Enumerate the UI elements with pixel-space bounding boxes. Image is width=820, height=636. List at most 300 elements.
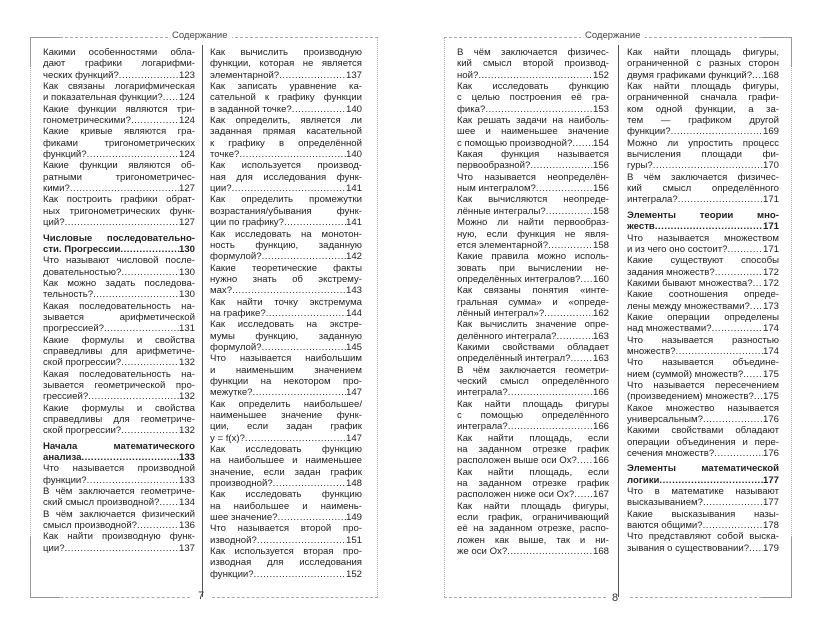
toc-entry xyxy=(210,263,362,297)
toc-entry-line: значение, если задан график xyxy=(210,466,362,478)
dot-leader xyxy=(119,70,179,81)
toc-entry-line: операции объединения и пере- xyxy=(627,436,779,448)
toc-page-number: 173 xyxy=(762,300,779,312)
toc-entry-last-line xyxy=(457,183,609,194)
toc-entry-line: на наибольшее и наимень- xyxy=(210,500,362,512)
toc-page-number: 171 xyxy=(762,194,779,206)
toc-entry xyxy=(43,463,195,486)
toc-page-number: 163 xyxy=(592,353,609,365)
toc-entry-line: если график, ограничивающий xyxy=(457,512,609,524)
dot-leader xyxy=(262,251,346,262)
toc-entry-last-line xyxy=(210,285,362,296)
dot-leader xyxy=(530,160,593,171)
toc-page-number: 130 xyxy=(178,266,195,278)
toc-page-number: 156 xyxy=(592,160,609,172)
toc-entry-last-line xyxy=(627,278,779,289)
dot-leader xyxy=(137,520,179,531)
toc-entry-line: мумы функцию, заданную xyxy=(210,330,362,342)
toc-entry xyxy=(43,369,195,403)
toc-page-number: 124 xyxy=(178,149,195,161)
toc-entry xyxy=(457,365,609,399)
toc-entry-line: над множествами? xyxy=(627,323,712,335)
toc-entry xyxy=(457,501,609,558)
dot-leader xyxy=(93,289,179,300)
toc-entry xyxy=(627,289,779,312)
dot-leader xyxy=(574,489,593,500)
dot-leader xyxy=(570,353,593,364)
toc-entry xyxy=(43,194,195,228)
toc-page-number: 140 xyxy=(345,103,362,115)
toc-entry-last-line xyxy=(627,221,779,232)
toc-entry xyxy=(210,319,362,353)
toc-entry xyxy=(457,467,609,501)
frame-top-corner xyxy=(762,37,792,38)
toc-entry xyxy=(43,47,195,81)
toc-entry xyxy=(43,160,195,194)
toc-page-number: 133 xyxy=(178,474,195,486)
dot-leader xyxy=(676,346,763,357)
toc-column-right xyxy=(210,47,362,580)
toc-entry-line: шее значение? xyxy=(210,512,278,524)
frame-left-corner xyxy=(30,37,31,67)
column-divider xyxy=(618,45,619,597)
toc-entry-line: ции? xyxy=(43,542,65,554)
toc-entry-last-line xyxy=(627,346,779,357)
toc-page-number: 177 xyxy=(762,497,779,509)
dot-leader xyxy=(104,323,179,334)
toc-entry-line: Как связаны понятия «инте- xyxy=(457,285,609,297)
toc-page-number: 133 xyxy=(178,452,195,464)
toc-entry-line: анализа xyxy=(43,452,82,464)
toc-entry-line: определённый интеграл? xyxy=(457,353,571,365)
toc-entry-line: мах? xyxy=(210,285,233,297)
toc-entry-last-line xyxy=(210,535,362,546)
toc-entry-line: межутке? xyxy=(210,387,253,399)
toc-entry-line: ным интегралом? xyxy=(457,183,536,195)
toc-page-number: 131 xyxy=(178,323,195,335)
toc-entry-line: Что в математике называют xyxy=(627,486,779,498)
toc-page-number: 160 xyxy=(592,273,609,285)
toc-entry-line: гральная сумма» и «опреде- xyxy=(457,296,609,308)
toc-entry-line: Элементы теории мно- xyxy=(627,209,779,221)
toc-entry-line: фиками тригонометрических xyxy=(43,137,195,149)
toc-page-number: 166 xyxy=(592,387,609,399)
dot-leader xyxy=(279,70,346,81)
toc-entry-line: шее и наименьшее значение xyxy=(457,126,609,138)
dot-leader xyxy=(239,149,346,160)
toc-entry-last-line xyxy=(210,433,362,444)
toc-entry-line: лённый интеграл»? xyxy=(457,307,545,319)
toc-entry xyxy=(210,194,362,228)
toc-entry-line: с целью построения её гра- xyxy=(457,92,609,104)
toc-entry-last-line xyxy=(43,183,195,194)
toc-entry-line: кий смысл второй производ- xyxy=(457,58,609,70)
dot-leader xyxy=(65,543,179,554)
toc-entry xyxy=(627,403,779,426)
toc-entry-line: Какие кривые являются гра- xyxy=(43,126,195,138)
toc-entry xyxy=(627,47,779,81)
toc-page-number: 136 xyxy=(178,520,195,532)
toc-entry xyxy=(43,486,195,509)
running-header: Содержание xyxy=(581,30,645,41)
dot-leader xyxy=(536,183,593,194)
toc-entry-line: Что называется неопределён- xyxy=(457,171,609,183)
dot-leader xyxy=(507,546,593,557)
toc-entry-line: Какое множество называется xyxy=(627,402,779,414)
toc-entry-line: точке? xyxy=(210,149,240,161)
toc-entry-line: Как записать уравнение ка- xyxy=(210,81,362,93)
toc-entry-line: Какая последовательность на- xyxy=(43,368,195,380)
toc-entry-last-line xyxy=(457,489,609,500)
toc-entry-last-line xyxy=(43,115,195,126)
toc-entry-line: ции по графику? xyxy=(210,217,284,229)
toc-entry-line: ком одной функции, а за- xyxy=(627,103,779,115)
toc-entry-line: Какими свойствами обладает xyxy=(457,341,609,353)
toc-entry xyxy=(627,138,779,172)
toc-page-number: 156 xyxy=(592,183,609,195)
toc-entry-line: Как вычислить производную xyxy=(210,47,362,58)
dot-leader xyxy=(712,323,763,334)
toc-entry-line: производной? xyxy=(210,478,273,490)
toc-entry-last-line xyxy=(43,520,195,531)
toc-page-number: 132 xyxy=(178,391,195,403)
toc-entry xyxy=(210,353,362,398)
toc-entry-line: Какие высказывания назы- xyxy=(627,508,779,520)
toc-entry-line: к графику в определённой xyxy=(210,137,362,149)
toc-entry-line: Как найти площадь, если xyxy=(457,432,609,444)
toc-entry-last-line xyxy=(43,543,195,554)
toc-entry-line: в заданной точке? xyxy=(210,103,292,115)
toc-entry-line: прогрессией? xyxy=(43,323,105,335)
toc-entry xyxy=(43,104,195,127)
toc-entry xyxy=(210,229,362,263)
toc-entry-line: ную, если функция не явля- xyxy=(457,228,609,240)
toc-page-number: 145 xyxy=(345,341,362,353)
toc-column-left xyxy=(43,47,195,554)
toc-entry-last-line xyxy=(43,425,195,436)
toc-page-number: 147 xyxy=(345,432,362,444)
toc-entry xyxy=(457,433,609,467)
toc-entry-line: Элементы математической xyxy=(627,463,779,475)
dot-leader xyxy=(121,357,179,368)
toc-entry-last-line xyxy=(43,475,195,486)
toc-entry-line: ной? xyxy=(457,69,479,81)
toc-page-number: 177 xyxy=(762,474,779,486)
toc-entry xyxy=(210,297,362,320)
toc-page-number: 137 xyxy=(178,542,195,554)
toc-entry-last-line xyxy=(457,353,609,364)
toc-entry-line: Какие правила можно исполь- xyxy=(457,251,609,263)
toc-entry-line: формулой? xyxy=(210,251,262,263)
dot-leader xyxy=(715,267,763,278)
toc-entry-line: ложен как выше, так и ни- xyxy=(457,534,609,546)
toc-entry-line: Как связаны логарифмическая xyxy=(43,81,195,93)
toc-entry-line: кий смысл определённого xyxy=(627,183,779,195)
toc-entry-last-line xyxy=(210,342,362,353)
toc-page-number: 179 xyxy=(762,542,779,554)
dot-leader xyxy=(159,497,179,508)
toc-entry-line: высказыванием? xyxy=(627,497,703,509)
toc-entry-line: функции? xyxy=(210,568,254,580)
toc-entry-line: изводной? xyxy=(210,534,257,546)
toc-entry-line: множеств? xyxy=(627,345,676,357)
toc-entry xyxy=(210,81,362,115)
dot-leader xyxy=(508,421,593,432)
toc-entry-last-line xyxy=(627,267,779,278)
dot-leader xyxy=(163,92,179,103)
toc-entry-line: Как используется производ- xyxy=(210,160,362,172)
toc-page-number: 174 xyxy=(762,345,779,357)
toc-page-number: 168 xyxy=(762,69,779,81)
toc-entry xyxy=(627,335,779,358)
toc-page-number: 151 xyxy=(345,534,362,546)
toc-entry-line: Как исследовать на монотон- xyxy=(210,228,362,240)
toc-entry xyxy=(457,251,609,285)
toc-entry-line: грессией? xyxy=(43,391,89,403)
page-number: 8 xyxy=(612,592,619,604)
toc-entry-line: ческий смысл определённого xyxy=(457,375,609,387)
dot-leader xyxy=(478,70,593,81)
toc-entry-line: лены между множествами? xyxy=(627,300,750,312)
toc-entry-line: В чём заключается физичес- xyxy=(627,171,779,183)
toc-section-heading xyxy=(43,233,195,256)
toc-entry xyxy=(627,531,779,554)
toc-entry xyxy=(457,115,609,149)
toc-entry-last-line xyxy=(457,104,609,115)
toc-entry-last-line xyxy=(457,138,609,149)
frame-right xyxy=(377,37,378,597)
dot-leader xyxy=(653,160,763,171)
toc-page-number: 152 xyxy=(592,69,609,81)
toc-entry-line: фика? xyxy=(457,103,486,115)
toc-entry-line: ность функцию, заданную xyxy=(210,239,362,251)
toc-entry-last-line xyxy=(210,149,362,160)
dot-leader xyxy=(131,115,179,126)
toc-entry-last-line xyxy=(627,520,779,531)
toc-entry-line: изводная для исследования xyxy=(210,557,362,569)
toc-entry-line: Как исследовать функцию xyxy=(210,489,362,501)
toc-entry xyxy=(627,81,779,138)
dot-leader xyxy=(703,497,763,508)
dot-leader xyxy=(266,308,346,319)
toc-entry-line: тем — графиком другой xyxy=(627,115,779,127)
page-right xyxy=(444,30,792,604)
toc-entry-last-line xyxy=(627,475,779,486)
dot-leader xyxy=(232,183,346,194)
toc-entry-last-line xyxy=(43,357,195,368)
toc-entry-line: сти. Прогрессии xyxy=(43,243,121,255)
toc-entry-line: довательностью? xyxy=(43,266,122,278)
toc-entry-line: зывания о существовании? xyxy=(627,542,750,554)
toc-entry xyxy=(210,115,362,160)
toc-entry xyxy=(457,172,609,195)
toc-entry-line: гуры? xyxy=(627,160,653,172)
frame-left xyxy=(30,37,31,597)
toc-entry-last-line xyxy=(210,104,362,115)
toc-entry-line: расположен выше оси Ox? xyxy=(457,455,577,467)
toc-entry-line: нием (суммой) множеств? xyxy=(627,368,744,380)
toc-entry-line: лённые интегралы? xyxy=(457,205,546,217)
toc-entry-last-line xyxy=(627,70,779,81)
toc-page-number: 176 xyxy=(762,414,779,425)
toc-entry-line: Как найти площадь фигуры, xyxy=(627,81,779,93)
toc-entry-last-line xyxy=(627,543,779,554)
toc-entry-last-line xyxy=(457,160,609,171)
frame-left xyxy=(444,37,445,597)
toc-entry xyxy=(43,509,195,532)
toc-entry xyxy=(210,489,362,523)
toc-page-number: 124 xyxy=(178,115,195,127)
toc-section-heading xyxy=(627,463,779,486)
toc-entry-last-line xyxy=(627,323,779,334)
toc-entry-line: Как исследовать на экстре- xyxy=(210,319,362,331)
toc-entry xyxy=(627,255,779,278)
page-left xyxy=(30,30,378,602)
toc-entry xyxy=(43,255,195,278)
toc-entry-line: ных тригонометрических функ- xyxy=(43,205,195,217)
toc-entry-line: и показательная функции? xyxy=(43,92,163,104)
toc-page-number: 132 xyxy=(178,357,195,369)
toc-entry xyxy=(457,399,609,433)
toc-entry xyxy=(43,278,195,301)
toc-page-number: 147 xyxy=(345,387,362,399)
toc-entry xyxy=(457,194,609,217)
toc-page-number: 148 xyxy=(345,478,362,490)
dot-leader xyxy=(577,455,593,466)
toc-entry-last-line xyxy=(457,421,609,432)
dot-leader xyxy=(580,274,593,285)
dot-leader xyxy=(253,387,346,398)
toc-entry-last-line xyxy=(43,267,195,278)
dot-leader xyxy=(544,308,593,319)
toc-page-number: 163 xyxy=(592,330,609,342)
toc-entry-line: Какие теоретические факты xyxy=(210,262,362,274)
toc-entry-line: справедливы для геометриче- xyxy=(43,414,195,425)
toc-page-number: 176 xyxy=(762,448,779,460)
toc-entry-line: с помощью производной? xyxy=(457,137,573,149)
toc-entry-last-line xyxy=(210,512,362,523)
toc-entry xyxy=(43,126,195,160)
toc-entry-line: кими? xyxy=(43,183,70,195)
toc-entry-last-line xyxy=(627,497,779,508)
dot-leader xyxy=(87,149,179,160)
toc-entry-line: определённых интегралов? xyxy=(457,273,581,285)
dot-leader xyxy=(703,414,763,425)
toc-entry xyxy=(210,523,362,546)
toc-entry-line: Какая функция называется xyxy=(457,149,609,161)
toc-entry-line: и наименьшим значением xyxy=(210,364,362,376)
toc-entry xyxy=(210,47,362,81)
toc-entry-last-line xyxy=(457,546,609,557)
dot-leader xyxy=(273,478,346,489)
toc-entry-line: интеграла? xyxy=(627,194,678,206)
toc-entry-line: Как вычислить значение опре- xyxy=(457,319,609,331)
toc-entry-last-line xyxy=(457,387,609,398)
toc-entry xyxy=(457,319,609,342)
toc-page-number: 142 xyxy=(345,251,362,263)
dot-leader xyxy=(284,217,346,228)
toc-page-number: 132 xyxy=(178,425,195,437)
toc-entry xyxy=(210,444,362,489)
toc-entry-line: Как определить промежутки xyxy=(210,194,362,206)
toc-entry-line: логики xyxy=(627,474,660,486)
toc-entry-line: Что называется наибольшим xyxy=(210,353,362,365)
frame-right-corner-bottom xyxy=(791,537,792,597)
toc-entry-line: Как можно задать последова- xyxy=(43,277,195,289)
toc-page-number: 174 xyxy=(762,323,779,335)
toc-entry-last-line xyxy=(210,478,362,489)
toc-entry-line: же оси Ox? xyxy=(457,546,508,558)
toc-entry-line: Как используется вторая про- xyxy=(210,546,362,558)
toc-entry-line: Как определить наибольшее/ xyxy=(210,398,362,410)
toc-entry-line: Какие существуют способы xyxy=(627,255,779,267)
dot-leader xyxy=(655,221,763,232)
toc-entry-line: Как найти площадь, если xyxy=(457,466,609,478)
dot-leader xyxy=(727,244,763,255)
toc-entry-last-line xyxy=(627,369,779,380)
toc-entry-last-line xyxy=(457,70,609,81)
toc-entry xyxy=(210,160,362,194)
toc-entry-last-line xyxy=(210,70,362,81)
dot-leader xyxy=(546,206,593,217)
toc-entry-last-line xyxy=(457,274,609,285)
toc-entry-line: зовать при вычислении не- xyxy=(457,262,609,274)
toc-entry xyxy=(210,546,362,580)
toc-page-number: 124 xyxy=(178,92,195,104)
toc-entry-line: Что называется множеством xyxy=(627,232,779,244)
running-header: Содержание xyxy=(168,30,232,41)
toc-entry-last-line xyxy=(43,149,195,160)
toc-entry xyxy=(43,81,195,104)
toc-entry-line: Что представляют собой выска- xyxy=(627,531,779,543)
toc-page-number: 130 xyxy=(178,243,195,255)
toc-entry-line: ской прогрессии? xyxy=(43,357,122,369)
toc-page-number: 140 xyxy=(345,149,362,161)
toc-entry xyxy=(457,342,609,365)
dot-leader xyxy=(678,194,763,205)
toc-entry-line: её на заданном отрезке, распо- xyxy=(457,523,609,535)
toc-entry-line: Какими бывают множества? xyxy=(627,277,753,289)
toc-entry-line: ратными тригонометричес- xyxy=(43,171,195,183)
toc-entry xyxy=(457,217,609,251)
toc-entry xyxy=(43,403,195,437)
dot-leader xyxy=(257,535,346,546)
toc-entry-line: на заданном отрезке график xyxy=(457,478,609,490)
toc-entry-line: зывается геометрической про- xyxy=(43,379,195,391)
toc-entry-line: ная для исследования функ- xyxy=(210,171,362,183)
toc-page-number: 162 xyxy=(592,307,609,319)
dot-leader xyxy=(752,70,763,81)
toc-entry-line: интеграла? xyxy=(457,421,508,433)
toc-entry-line: наименьшее значение функ- xyxy=(210,410,362,421)
dot-leader xyxy=(714,448,763,459)
toc-entry-line: Как найти площадь фигуры xyxy=(457,398,609,410)
toc-entry-line: Какие формулы и свойства xyxy=(43,334,195,346)
dot-leader xyxy=(262,342,346,353)
toc-page-number: 144 xyxy=(345,307,362,319)
toc-entry-last-line xyxy=(210,251,362,262)
toc-entry-line: ется элементарной? xyxy=(457,239,549,251)
toc-entry-line: дают графики логарифми- xyxy=(43,58,195,70)
toc-entry xyxy=(627,233,779,256)
toc-entry xyxy=(457,285,609,319)
dot-leader xyxy=(508,387,593,398)
toc-page-number: 127 xyxy=(178,183,195,195)
toc-entry-line: зывается арифметической xyxy=(43,311,195,323)
frame-bottom-corner xyxy=(762,597,792,598)
toc-entry-line: интеграла? xyxy=(457,387,508,399)
toc-entry xyxy=(627,486,779,509)
